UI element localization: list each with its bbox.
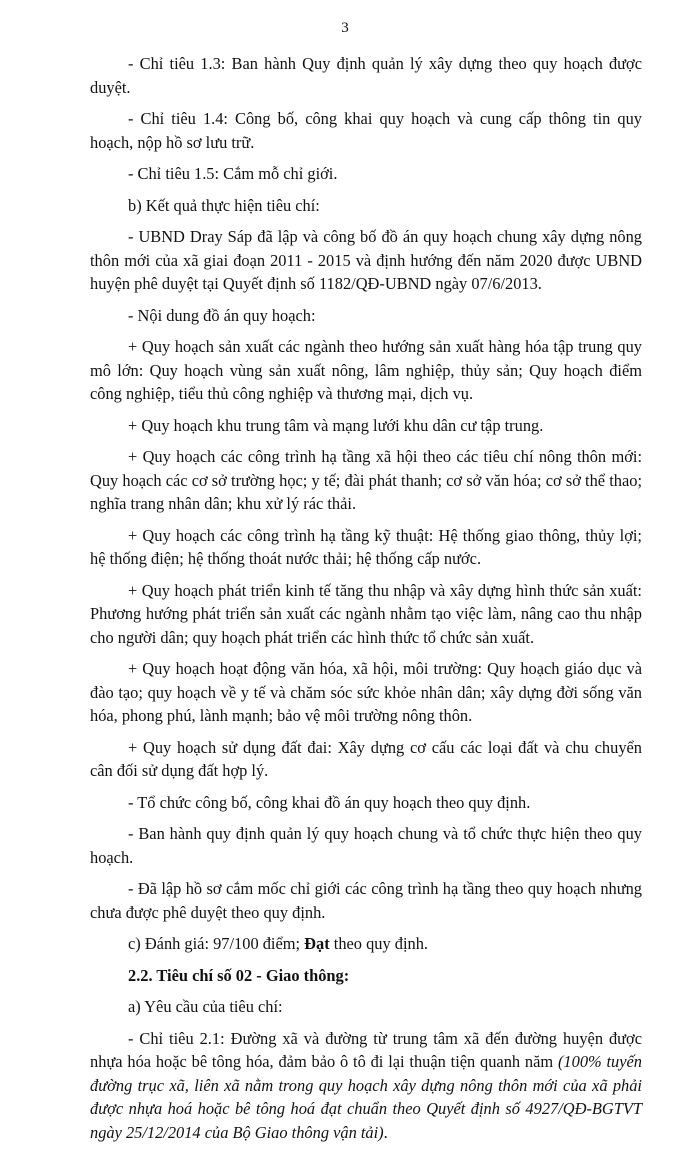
paragraph-economic-development: + Quy hoạch phát triển kinh tế tăng thu nhập và xây dựng hình thức sản xuất: Phương hướng phát triển sản xuất các ngành nhằm tạo việc làm, nâng cao thu nhập cho người dân; quy hoạch phát triển các hình thức tổ chức sản xuất. (90, 580, 642, 647)
criterion-2-1-italic: (100% tuyến đường trục xã, liên xã nằm trong quy hoạch xây dựng nông thôn mới của xã phải được nhựa hoá hoặc bê tông hoá đạt chuẩn theo Quyết định số 4927/QĐ-BGTVT ngày 25/12/2014 của Bộ Giao thông vận tải) (90, 1052, 642, 1142)
section-heading: 2.2. Tiêu chí số 02 - Giao thông: (128, 965, 350, 985)
paragraph-results-label: b) Kết quả thực hiện tiêu chí: (128, 195, 320, 215)
paragraph-requirement-label: a) Yêu cầu của tiêu chí: (128, 997, 283, 1016)
paragraph-publication: - Tổ chức công bố, công khai đồ án quy hoạch theo quy định. (128, 792, 531, 812)
evaluation-tail: theo quy định. (329, 934, 429, 953)
paragraph-criterion-1-4: - Chỉ tiêu 1.4: Công bố, công khai quy hoạch và cung cấp thông tin quy hoạch, nộp hồ sơ lưu trữ. (90, 109, 642, 152)
paragraph-regulation: - Ban hành quy định quản lý quy hoạch chung và tổ chức thực hiện theo quy hoạch. (90, 824, 642, 867)
page-number: 3 (341, 20, 349, 36)
paragraph-criterion-2-1 (90, 1027, 642, 1145)
evaluation-result: Đạt (304, 934, 330, 953)
criterion-2-1-text: - Chỉ tiêu 2.1: Đường xã và đường từ trung tâm xã đến đường huyện được nhựa hóa hoặc bê tông hóa, đảm bảo ô tô đi lại thuận tiện quanh năm (90, 1028, 642, 1071)
paragraph-social-infrastructure: + Quy hoạch các công trình hạ tầng xã hội theo các tiêu chí nông thôn mới: Quy hoạch các cơ sở trường học; y tế; đài phát thanh; cơ sở văn hóa; cơ sở thể thao; nghĩa trang nhân dân; khu xử lý rác thải. (90, 447, 642, 513)
paragraph-land-use: + Quy hoạch sử dụng đất đai: Xây dựng cơ cấu các loại đất và chu chuyển cân đối sử dụng đất hợp lý. (90, 737, 642, 780)
paragraph-evaluation (90, 932, 642, 956)
paragraph-culture-society: + Quy hoạch hoạt động văn hóa, xã hội, môi trường: Quy hoạch giáo dục và đào tạo; quy hoạch về y tế và chăm sóc sức khỏe nhân dân; xây dựng đời sống văn hóa, phong phú, lành mạnh; bảo vệ môi trường nông thôn. (90, 659, 642, 725)
paragraph-criterion-1-3: - Chỉ tiêu 1.3: Ban hành Quy định quản lý xây dựng theo quy hoạch được duyệt. (90, 54, 642, 97)
criterion-2-1-tail: . (383, 1122, 388, 1142)
paragraph-residential-planning: + Quy hoạch khu trung tâm và mạng lưới khu dân cư tập trung. (128, 415, 544, 435)
paragraph-boundary-markers: - Đã lập hồ sơ cắm mốc chỉ giới các công trình hạ tầng theo quy hoạch nhưng chưa được phê duyệt theo quy định. (90, 879, 642, 922)
paragraph-criterion-1-5: - Chỉ tiêu 1.5: Cắm mỗ chỉ giới. (128, 164, 338, 183)
paragraph-production-planning: + Quy hoạch sản xuất các ngành theo hướng sản xuất hàng hóa tập trung quy mô lớn: Quy hoạch vùng sản xuất nông, lâm nghiệp, thủy sản; Quy hoạch điểm công nghiệp, tiểu thủ công nghiệp và thương mại, dịch vụ. (90, 337, 642, 403)
paragraph-technical-infrastructure: + Quy hoạch các công trình hạ tầng kỹ thuật: Hệ thống giao thông, thủy lợi; hệ thống điện; hệ thống thoát nước thải; hệ thống cấp nước. (90, 525, 642, 568)
paragraph-plan-content-label: - Nội dung đồ án quy hoạch: (128, 305, 316, 325)
document-body (90, 52, 642, 1152)
evaluation-lead: c) Đánh giá: 97/100 điểm; (128, 934, 305, 953)
paragraph-ubnd-plan: - UBND Dray Sáp đã lập và công bố đồ án quy hoạch chung xây dựng nông thôn mới của xã giai đoạn 2011 - 2015 và định hướng đến năm 2020 được UBND huyện phê duyệt tại Quyết định số 1182/QĐ-UBND ngày 07/6/2013. (90, 227, 642, 293)
